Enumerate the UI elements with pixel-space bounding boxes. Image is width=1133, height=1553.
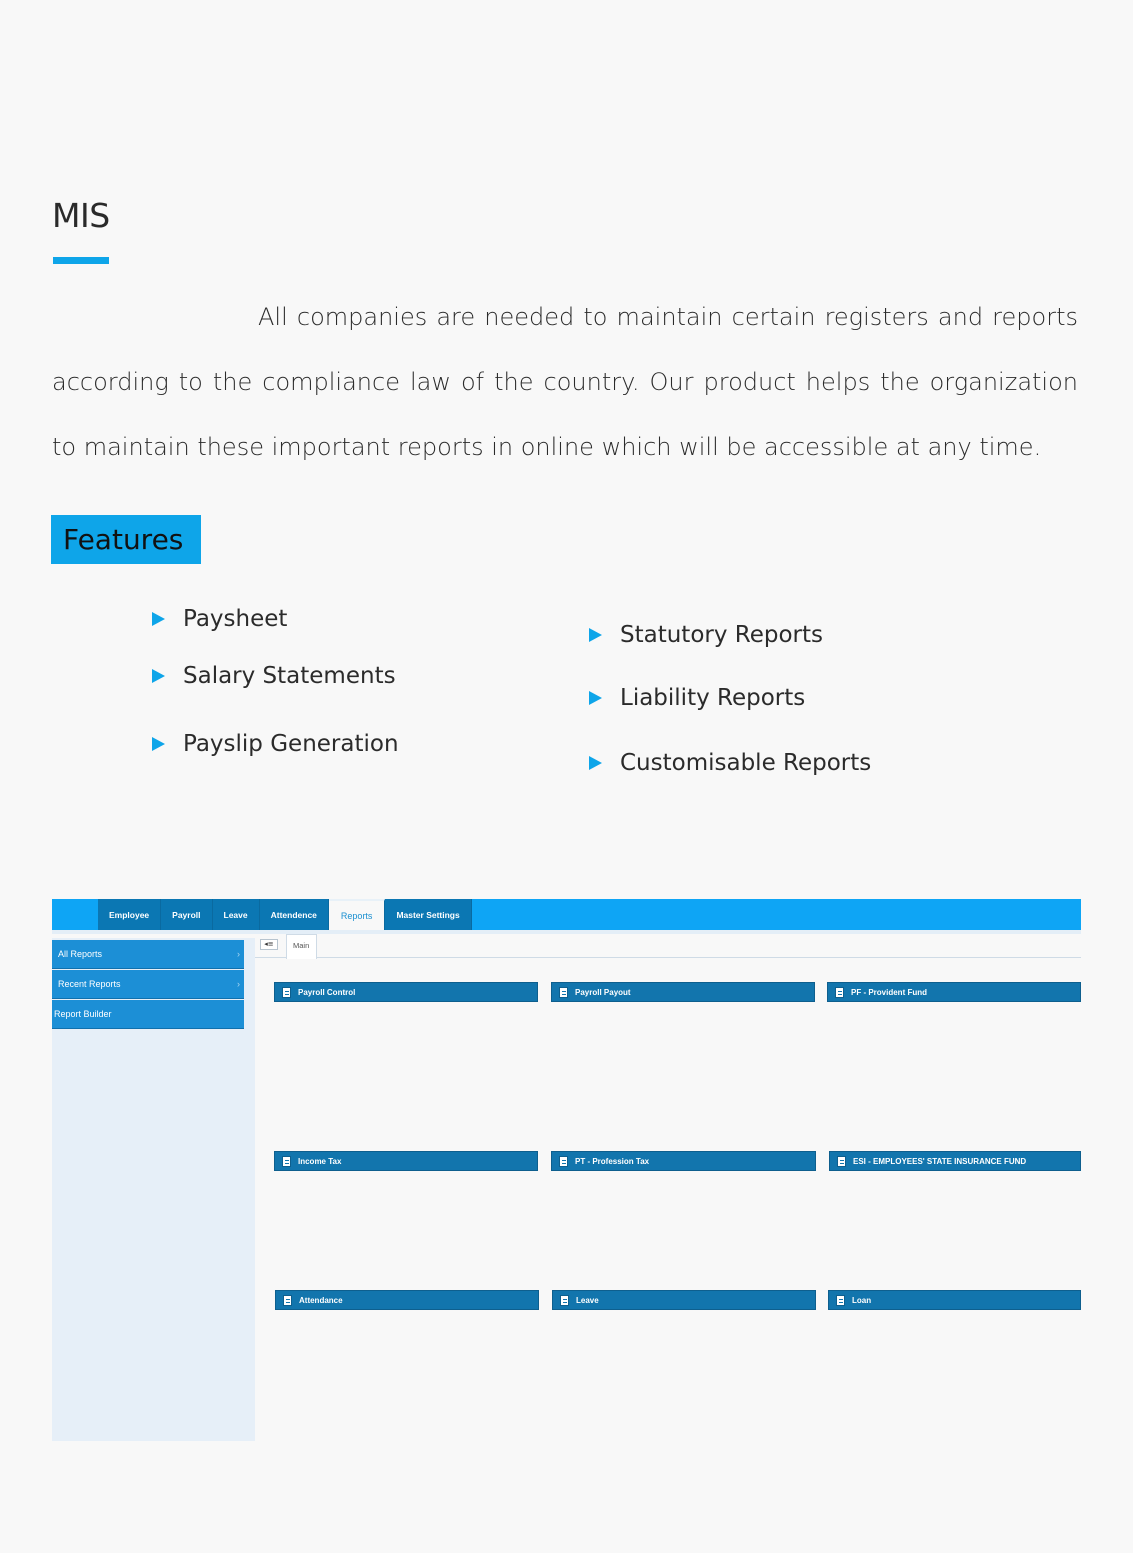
- feature-label: Payslip Generation: [183, 731, 399, 757]
- report-card-label: Attendance: [299, 1295, 343, 1305]
- report-card-payroll-payout[interactable]: [551, 982, 815, 1002]
- bullet-triangle-icon: [589, 628, 602, 642]
- report-card-label: Payroll Control: [298, 987, 356, 997]
- top-nav-bar: [52, 899, 1081, 930]
- report-card-label: Loan: [852, 1295, 872, 1305]
- bullet-triangle-icon: [152, 612, 165, 626]
- feature-item: [589, 750, 871, 776]
- report-card-loan[interactable]: [828, 1290, 1081, 1310]
- main-tab-strip: [255, 934, 1081, 958]
- sidebar-item-recent-reports[interactable]: [52, 970, 244, 999]
- report-card-esi[interactable]: [829, 1151, 1081, 1171]
- feature-item: [152, 606, 287, 632]
- reports-app-screenshot: [52, 897, 1081, 1441]
- title-underline: [53, 257, 109, 264]
- intro-paragraph: All companies are needed to maintain certain registers and reports according to the compliance law of the country. Our product helps the organization to maintain these important reports in online which will be accessible at any time.: [52, 303, 1078, 461]
- report-card-label: ESI - EMPLOYEES' STATE INSURANCE FUND: [853, 1156, 1027, 1166]
- report-doc-icon: [559, 987, 568, 998]
- chevron-right-icon: ›: [237, 949, 240, 959]
- report-card-leave[interactable]: [552, 1290, 816, 1310]
- tab-employee[interactable]: Employee: [98, 899, 161, 930]
- feature-item: [589, 622, 823, 648]
- report-card-pt-profession-tax[interactable]: [551, 1151, 816, 1171]
- page-title: MIS: [52, 196, 110, 235]
- report-doc-icon: [283, 1295, 292, 1306]
- sidebar: [52, 938, 255, 1441]
- tab-reports[interactable]: Reports: [329, 899, 386, 930]
- sidebar-item-label: Recent Reports: [58, 979, 121, 989]
- sidebar-item-all-reports[interactable]: [52, 940, 244, 969]
- feature-item: [589, 685, 805, 711]
- report-doc-icon: [835, 987, 844, 998]
- report-card-pf-provident-fund[interactable]: [827, 982, 1081, 1002]
- report-card-payroll-control[interactable]: [274, 982, 538, 1002]
- sidebar-item-label: Report Builder: [54, 1009, 112, 1019]
- feature-item: [152, 663, 396, 689]
- bullet-triangle-icon: [152, 669, 165, 683]
- bullet-triangle-icon: [152, 737, 165, 751]
- collapse-icon[interactable]: ◂≡: [260, 939, 278, 950]
- feature-label: Customisable Reports: [620, 750, 872, 776]
- report-doc-icon: [560, 1295, 569, 1306]
- chevron-right-icon: ›: [237, 979, 240, 989]
- tab-master-settings[interactable]: Master Settings: [385, 899, 471, 930]
- report-card-income-tax[interactable]: [274, 1151, 538, 1171]
- feature-label: Salary Statements: [183, 663, 396, 689]
- report-card-attendance[interactable]: [275, 1290, 539, 1310]
- sidebar-item-report-builder[interactable]: [52, 1000, 244, 1029]
- report-card-label: PT - Profession Tax: [575, 1156, 650, 1166]
- tab-attendence[interactable]: Attendence: [260, 899, 329, 930]
- report-doc-icon: [282, 987, 291, 998]
- bullet-triangle-icon: [589, 756, 602, 770]
- feature-label: Liability Reports: [620, 685, 806, 711]
- feature-label: Statutory Reports: [620, 622, 824, 648]
- report-doc-icon: [837, 1156, 846, 1167]
- features-badge: Features: [51, 515, 201, 564]
- report-doc-icon: [282, 1156, 291, 1167]
- feature-label: Paysheet: [183, 606, 288, 632]
- report-doc-icon: [559, 1156, 568, 1167]
- tab-leave[interactable]: Leave: [213, 899, 260, 930]
- bullet-triangle-icon: [589, 691, 602, 705]
- sidebar-item-label: All Reports: [58, 949, 103, 959]
- tab-main[interactable]: Main: [286, 934, 317, 959]
- feature-item: [152, 731, 399, 757]
- report-card-label: Income Tax: [298, 1156, 342, 1166]
- report-doc-icon: [836, 1295, 845, 1306]
- tab-payroll[interactable]: Payroll: [161, 899, 212, 930]
- report-card-label: PF - Provident Fund: [851, 987, 927, 997]
- top-nav: [98, 899, 472, 930]
- report-card-label: Leave: [576, 1295, 599, 1305]
- report-card-label: Payroll Payout: [575, 987, 631, 997]
